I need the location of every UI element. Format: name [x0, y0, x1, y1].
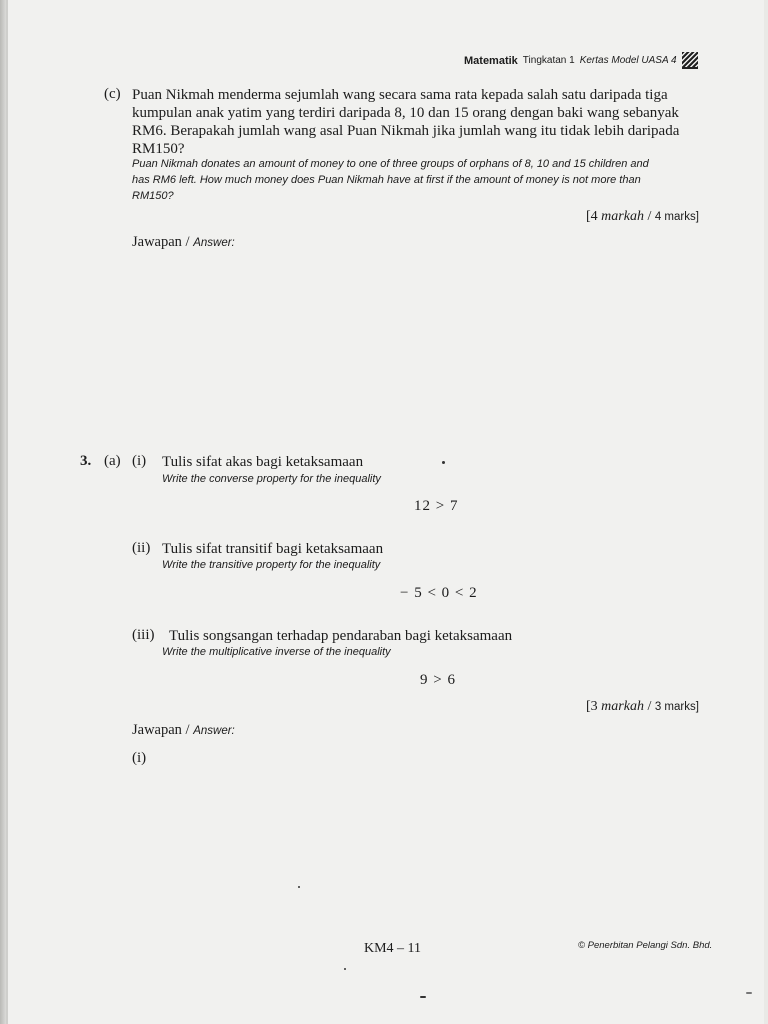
question-3-answer-malay: Jawapan / [132, 722, 190, 738]
header-form: Tingkatan 1 [522, 55, 575, 66]
question-c-english-line-3: RM150? [132, 190, 174, 202]
scan-speck [442, 461, 445, 464]
scan-speck [746, 992, 752, 994]
question-c-malay-text [132, 86, 732, 158]
question-c-marks-sep: / [647, 209, 652, 224]
question-c-label: (c) [104, 86, 121, 102]
question-c-marks [586, 209, 699, 225]
question-c-marks-open: [4 [586, 209, 598, 224]
question-c-marks-malay: markah [601, 209, 644, 224]
question-3-answer-english: Answer: [193, 725, 235, 737]
header-subject: Matematik [464, 54, 518, 67]
question-3-item-1-malay: Tulis sifat akas bagi ketaksamaan [162, 454, 364, 470]
question-3-item-3-expression: 9 > 6 [420, 672, 456, 688]
question-c-answer-malay: Jawapan / [132, 234, 190, 250]
question-3-item-2-malay: Tulis sifat transitif bagi ketaksamaan [162, 541, 384, 557]
question-3-marks-english: 3 marks] [654, 701, 699, 713]
scan-speck [420, 996, 426, 998]
question-3-marks-malay: markah [601, 699, 644, 714]
question-3-marks-sep: / [647, 699, 652, 714]
question-3-item-2-label: (ii) [132, 540, 151, 556]
page-code: KM4 – 11 [364, 941, 422, 956]
question-c-english-line-1: Puan Nikmah donates an amount of money to one of three groups of orphans of 8, 10 and 15 children and [132, 158, 649, 170]
copyright-notice: © Penerbitan Pelangi Sdn. Bhd. [578, 940, 713, 951]
question-c-malay-line-3: RM6. Berapakah jumlah wang asal Puan Nikmah jika jumlah wang itu tidak lebih daripada [132, 123, 680, 139]
question-3-number: 3. [80, 453, 92, 469]
question-3-answer-label [132, 722, 235, 739]
question-3-item-2-english: Write the transitive property for the inequality [162, 559, 381, 571]
question-3-answer-first-label: (i) [132, 750, 147, 766]
header-paper: Kertas Model UASA 4 [579, 55, 677, 66]
question-3-item-2-expression: − 5 < 0 < 2 [400, 585, 478, 601]
question-3-item-1-label: (i) [132, 453, 147, 469]
worksheet-page [6, 0, 764, 1024]
question-c-english-text [132, 156, 732, 204]
page-header [464, 52, 698, 69]
scan-speck [344, 968, 346, 970]
question-c-malay-line-2: kumpulan anak yatim yang terdiri daripada 8, 10 dan 15 orang dengan baki wang sebanyak [132, 105, 679, 121]
scan-speck [298, 886, 300, 888]
question-c-english-line-2: has RM6 left. How much money does Puan Nikmah have at first if the amount of money is not more than [132, 174, 641, 186]
question-3-item-3-malay: Tulis songsangan terhadap pendaraban bagi ketaksamaan [169, 628, 513, 644]
question-3-part-a: (a) [104, 453, 121, 469]
question-c-answer-english: Answer: [193, 237, 235, 249]
publisher-logo-icon [682, 52, 698, 69]
question-c-malay-line-1: Puan Nikmah menderma sejumlah wang secara sama rata kepada salah satu daripada tiga [132, 87, 668, 103]
question-c-answer-label [132, 234, 235, 251]
question-3-item-1-english: Write the converse property for the inequality [162, 473, 381, 485]
question-3-item-3-english: Write the multiplicative inverse of the inequality [162, 646, 391, 658]
question-3-item-1-expression: 12 > 7 [414, 498, 459, 514]
question-c-malay-line-4: RM150? [132, 141, 185, 157]
question-3-item-3-label: (iii) [132, 627, 155, 643]
question-3-marks-open: [3 [586, 699, 598, 714]
question-c-marks-english: 4 marks] [654, 211, 699, 223]
question-3-marks [586, 699, 699, 715]
